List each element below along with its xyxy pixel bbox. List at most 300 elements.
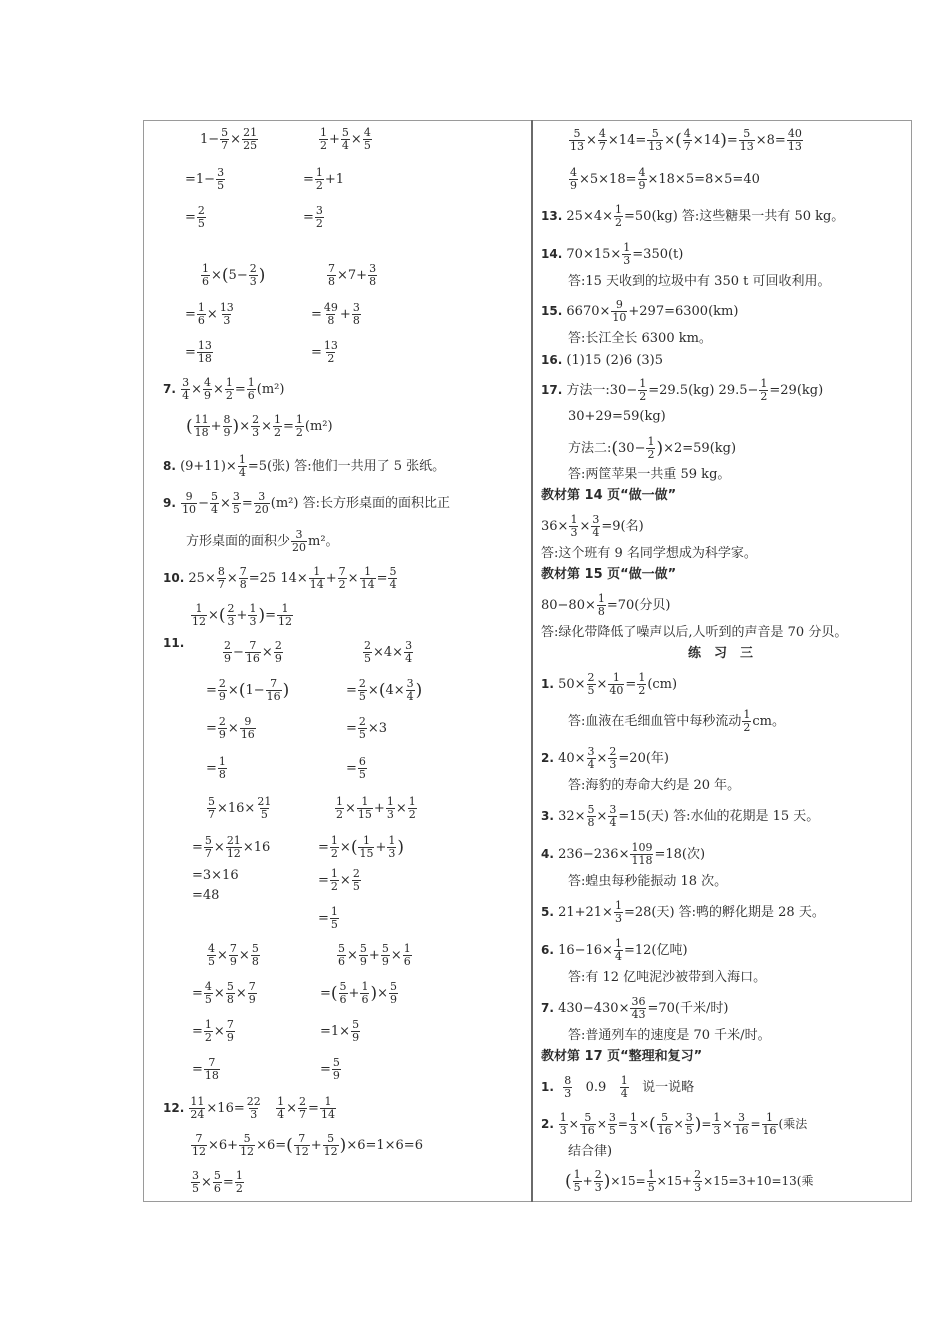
text: = <box>701 1117 712 1131</box>
denominator: 5 <box>358 728 366 741</box>
numerator: 1 <box>597 592 605 605</box>
denominator: 5 <box>364 652 371 665</box>
denominator: 9 <box>638 179 646 192</box>
denominator: 2 <box>408 808 416 821</box>
numerator: 1 <box>615 203 623 216</box>
numerator: 2 <box>218 715 226 728</box>
denominator: 2 <box>295 426 303 439</box>
text: × <box>213 840 225 855</box>
text: =28(天) 答:鸭的孵化期是 28 天。 <box>623 905 825 920</box>
numerator: 1 <box>713 1111 721 1124</box>
question-14 <box>541 242 683 267</box>
denominator: 7 <box>217 578 225 591</box>
fraction <box>620 1075 629 1100</box>
text: 4× <box>385 683 405 698</box>
numerator: 2 <box>364 639 371 652</box>
numerator: 2 <box>274 639 282 652</box>
fraction <box>573 1169 582 1194</box>
text: = <box>308 1101 319 1116</box>
text: 21+21× <box>558 905 613 920</box>
fraction <box>587 804 596 829</box>
text: 80−80× <box>541 598 596 613</box>
numerator: 1 <box>623 241 631 254</box>
denominator: 2 <box>647 448 655 461</box>
paren: ( <box>238 680 246 701</box>
numerator: 2 <box>249 262 257 275</box>
text: ×15= <box>610 1174 646 1188</box>
text: ×16 <box>242 840 271 855</box>
numerator: 2 <box>358 677 366 690</box>
text: ×5×18= <box>579 172 637 187</box>
text: × <box>227 721 239 736</box>
paren: ( <box>218 605 226 626</box>
text: 16−16× <box>558 943 613 958</box>
text: = <box>617 1117 628 1131</box>
numerator: 5 <box>573 127 581 140</box>
text: 说一说略 <box>642 1080 695 1095</box>
fraction <box>638 167 647 192</box>
text: × <box>286 1101 298 1116</box>
denominator: 20 <box>292 541 307 554</box>
text: × <box>395 801 407 816</box>
numerator: 8 <box>223 413 231 426</box>
numerator: 7 <box>298 1132 306 1145</box>
numerator: 4 <box>598 127 606 140</box>
numerator: 5 <box>332 1056 340 1069</box>
text: = <box>318 840 329 855</box>
numerator: 7 <box>229 942 237 955</box>
text: + <box>373 801 385 816</box>
denominator: 5 <box>358 768 366 781</box>
paren: ) <box>694 1114 702 1135</box>
numerator: 5 <box>213 1169 221 1182</box>
denominator: 3 <box>570 526 578 539</box>
text: × <box>191 382 202 397</box>
fraction <box>580 1112 596 1137</box>
text: =1− <box>185 172 216 187</box>
denominator: 5 <box>363 139 371 152</box>
text: + <box>348 986 360 1001</box>
text: × <box>239 419 251 434</box>
numerator: 5 <box>743 127 751 140</box>
text: × <box>673 1117 684 1131</box>
text: 6670× <box>566 304 611 319</box>
denominator: 3 <box>559 1124 567 1137</box>
text: = <box>318 873 329 888</box>
text: (m²) <box>304 419 333 434</box>
denominator: 9 <box>203 389 211 402</box>
denominator: 2 <box>615 216 623 229</box>
denominator: 2 <box>315 217 323 230</box>
fraction <box>630 996 646 1021</box>
numerator: 5 <box>243 1132 251 1145</box>
denominator: 4 <box>182 389 190 402</box>
paren: ) <box>656 438 664 459</box>
answer-text: 答:长江全长 6300 km。 <box>568 331 712 346</box>
text: 方法一:30− <box>566 383 638 398</box>
question-number: 3. <box>541 809 554 823</box>
numerator: 1 <box>235 1169 243 1182</box>
numerator: 1 <box>614 899 622 912</box>
numerator: 1 <box>361 795 369 808</box>
text: +1 <box>324 172 345 187</box>
text: × <box>347 571 359 586</box>
numerator: 3 <box>685 1111 693 1124</box>
denominator: 6 <box>338 955 345 968</box>
denominator: 5 <box>208 955 215 968</box>
text: 70×15× <box>566 247 622 262</box>
paren: ( <box>611 438 619 459</box>
denominator: 2 <box>330 847 338 860</box>
denominator: 3 <box>386 808 394 821</box>
fraction <box>762 1112 778 1137</box>
text: 25× <box>188 571 216 586</box>
numerator: 7 <box>195 1132 203 1145</box>
numerator: 1 <box>320 126 327 139</box>
numerator: 1 <box>330 867 338 880</box>
paren: ( <box>378 680 386 701</box>
denominator: 24 <box>190 1108 205 1121</box>
paren: ( <box>221 265 229 286</box>
text: × <box>261 419 272 434</box>
numerator: 3 <box>258 490 266 503</box>
text: × <box>211 268 222 283</box>
denominator: 3 <box>564 1087 572 1100</box>
text: = <box>265 608 276 623</box>
text: ×6+ <box>208 1138 239 1153</box>
denominator: 4 <box>389 578 397 591</box>
numerator: 4 <box>638 166 646 179</box>
denominator: 7 <box>204 847 212 860</box>
text: × <box>345 801 356 816</box>
numerator: 1 <box>620 1074 628 1087</box>
denominator: 8 <box>352 314 360 327</box>
fraction <box>608 804 617 829</box>
text: × <box>217 948 228 963</box>
numerator: 2 <box>227 602 235 615</box>
text: 236−236× <box>558 847 630 862</box>
text: × <box>206 307 218 322</box>
text: =3×16 <box>192 868 239 883</box>
denominator: 2 <box>274 426 281 439</box>
denominator: 2 <box>204 1031 212 1044</box>
text: 36× <box>541 519 569 534</box>
text: = <box>185 307 196 322</box>
denominator: 3 <box>252 426 260 439</box>
text: × <box>208 608 219 623</box>
fraction <box>742 709 751 734</box>
denominator: 2 <box>330 880 338 893</box>
text: 25×4× <box>566 209 614 224</box>
answer-text: 答:绿化带降低了噪声以后,人听到的声音是 70 分贝。 <box>541 625 848 640</box>
numerator: 1 <box>647 1168 655 1181</box>
numerator: 7 <box>249 639 257 652</box>
numerator: 1 <box>573 1168 581 1181</box>
fraction <box>608 672 624 697</box>
denominator: 4 <box>614 950 622 963</box>
denominator: 9 <box>218 728 226 741</box>
numerator: 2 <box>299 1095 307 1108</box>
text: 40× <box>558 751 586 766</box>
numerator: 13 <box>197 339 212 352</box>
denominator: 5 <box>647 1181 655 1194</box>
denominator: 4 <box>609 816 617 829</box>
text: =29(kg) <box>769 383 824 398</box>
numerator: 3 <box>608 1111 616 1124</box>
denominator: 43 <box>631 1008 646 1021</box>
denominator: 13 <box>648 140 663 153</box>
text: ×3 <box>367 721 388 736</box>
exercise-1 <box>541 672 677 697</box>
text: (cm) <box>647 677 678 692</box>
text: = <box>320 986 331 1001</box>
numerator: 3 <box>217 166 225 179</box>
denominator: 2 <box>327 352 335 365</box>
numerator: 4 <box>683 127 691 140</box>
numerator: 1 <box>315 166 323 179</box>
denominator: 5 <box>608 1124 616 1137</box>
text: ×16= <box>206 1101 245 1116</box>
denominator: 4 <box>587 758 595 771</box>
fraction <box>733 1112 749 1137</box>
text: = <box>185 210 196 225</box>
text: × <box>596 809 608 824</box>
paren: ( <box>186 416 193 437</box>
denominator: 8 <box>597 605 605 618</box>
paren: ) <box>339 1135 347 1156</box>
denominator: 16 <box>580 1124 595 1137</box>
denominator: 2 <box>315 179 323 192</box>
denominator: 3 <box>623 254 631 267</box>
numerator: 5 <box>204 834 212 847</box>
fraction <box>598 128 607 153</box>
denominator: 9 <box>223 426 231 439</box>
text: =50(kg) 答:这些糖果一共有 50 kg。 <box>624 209 845 224</box>
fraction <box>629 1112 638 1137</box>
eq-line <box>541 514 644 539</box>
denominator: 7 <box>208 808 215 821</box>
question-number: 1. <box>541 677 554 691</box>
denominator: 25 <box>243 139 258 152</box>
numerator: 22 <box>246 1095 261 1108</box>
text: × <box>339 840 351 855</box>
text: × <box>579 519 591 534</box>
text: 430−430× <box>558 1001 630 1016</box>
denominator: 13 <box>787 140 802 153</box>
text: = <box>241 496 253 511</box>
denominator: 16 <box>266 690 281 703</box>
text: ×4× <box>373 645 404 660</box>
numerator: 21 <box>226 834 241 847</box>
paren: ) <box>282 680 290 701</box>
denominator: 9 <box>229 955 237 968</box>
text: ×2=59(kg) <box>663 441 737 456</box>
text: × <box>596 1117 607 1131</box>
text: × <box>226 571 238 586</box>
paren: ( <box>350 837 358 858</box>
denominator: 5 <box>232 503 240 516</box>
denominator: 6 <box>339 993 347 1006</box>
text: =350(t) <box>632 247 684 262</box>
denominator: 6 <box>202 275 209 288</box>
text: = <box>234 382 246 397</box>
denominator: 2 <box>235 1182 243 1195</box>
numerator: 11 <box>194 413 209 426</box>
denominator: 5 <box>330 918 338 931</box>
paren: ) <box>415 680 423 701</box>
section-heading: 教材第 15 页“做一做” <box>541 567 677 582</box>
text: × <box>235 986 247 1001</box>
numerator: 7 <box>328 262 335 275</box>
text: (m²) <box>256 382 285 397</box>
denominator: 9 <box>381 955 389 968</box>
fraction <box>647 1169 656 1194</box>
numerator: 5 <box>210 490 218 503</box>
denominator: 6 <box>361 993 369 1006</box>
text: × <box>367 683 379 698</box>
text: + <box>375 840 387 855</box>
denominator: 4 <box>210 503 218 516</box>
question-17 <box>541 378 823 403</box>
numerator: 1 <box>639 377 647 390</box>
denominator: 8 <box>587 816 595 829</box>
text: = <box>206 721 217 736</box>
section-heading: 练 习 三 <box>688 646 754 661</box>
denominator: 5 <box>197 217 205 230</box>
denominator: 6 <box>197 314 205 327</box>
numerator: 4 <box>204 980 212 993</box>
denominator: 4 <box>620 1087 628 1100</box>
text: = <box>318 911 329 926</box>
denominator: 2 <box>320 139 327 152</box>
denominator: 6 <box>213 1182 221 1195</box>
question-number: 7. <box>541 1001 554 1015</box>
fraction <box>693 1169 702 1194</box>
numerator: 7 <box>208 1056 216 1069</box>
text: × <box>377 986 388 1001</box>
denominator: 10 <box>182 503 197 516</box>
numerator: 1 <box>197 301 205 314</box>
denominator: 9 <box>352 1031 360 1044</box>
text: = <box>750 1117 761 1131</box>
text: 0.9 <box>585 1080 607 1095</box>
question-number: 14. <box>541 247 563 261</box>
exercise-6 <box>541 938 688 963</box>
text: × <box>230 132 242 147</box>
text: 答:血液在毛细血管中每秒流动 <box>568 714 742 729</box>
fraction <box>569 514 578 539</box>
text: = <box>192 840 203 855</box>
denominator: 13 <box>570 140 584 153</box>
numerator: 49 <box>323 301 338 314</box>
denominator: 6 <box>403 955 411 968</box>
fraction <box>614 204 623 229</box>
denominator: 8 <box>226 993 234 1006</box>
paren: ) <box>258 605 266 626</box>
fraction <box>614 900 623 925</box>
denominator: 6 <box>247 389 255 402</box>
question-number: 6. <box>541 943 554 957</box>
denominator: 2 <box>336 808 343 821</box>
fraction <box>638 378 647 403</box>
eq-line <box>541 593 670 618</box>
numerator: 3 <box>352 301 360 314</box>
answer-text: 答:海豹的寿命大约是 20 年。 <box>568 778 741 793</box>
text: =70(分贝) <box>606 598 671 613</box>
numerator: 9 <box>244 715 252 728</box>
paren: ( <box>286 1135 293 1156</box>
text: ×14 <box>692 133 721 148</box>
section-heading: 教材第 14 页“做一做” <box>541 488 677 503</box>
denominator: 3 <box>713 1124 721 1137</box>
fraction <box>646 436 655 461</box>
denominator: 16 <box>657 1124 672 1137</box>
text: =70(千米/时) <box>647 1001 729 1016</box>
text: ×16× <box>217 801 256 816</box>
numerator: 4 <box>208 942 215 955</box>
text: +297=6300(km) <box>628 304 739 319</box>
text: ×15=3+10=13(乘 <box>703 1174 814 1188</box>
text: × <box>596 751 608 766</box>
numerator: 8 <box>564 1074 572 1087</box>
answer-text: 答:蝗虫每秒能振动 18 次。 <box>568 874 728 889</box>
text: ×8= <box>755 133 786 148</box>
text: 50× <box>558 677 586 692</box>
fraction <box>739 128 755 153</box>
answer-text: 答:有 12 亿吨泥沙被带到入海口。 <box>568 970 767 985</box>
numerator: 1 <box>313 565 321 578</box>
question-number: 9. <box>163 496 176 510</box>
text: × <box>350 132 362 147</box>
numerator: 1 <box>336 795 343 808</box>
fraction <box>569 167 578 192</box>
text: + <box>325 571 337 586</box>
numerator: 3 <box>182 376 190 389</box>
text: = <box>376 571 388 586</box>
numerator: 6 <box>358 755 366 768</box>
denominator: 12 <box>294 1145 309 1158</box>
numerator: 7 <box>270 677 278 690</box>
exercise-5 <box>541 900 825 925</box>
text: (1)15 (2)6 (3)5 <box>566 353 663 368</box>
denominator: 3 <box>227 615 235 628</box>
fraction <box>587 746 596 771</box>
numerator: 3 <box>406 677 414 690</box>
text: ×18×5=8×5=40 <box>647 172 760 187</box>
denominator: 2 <box>760 390 768 403</box>
denominator: 18 <box>194 426 209 439</box>
paren: ( <box>330 983 338 1004</box>
denominator: 3 <box>614 912 622 925</box>
question-15 <box>541 299 738 324</box>
numerator: 1 <box>766 1111 774 1124</box>
denominator: 14 <box>309 578 324 591</box>
text: × <box>390 948 402 963</box>
text: = <box>311 307 322 322</box>
numerator: 13 <box>219 301 234 314</box>
numerator: 1 <box>760 377 768 390</box>
text: = <box>346 721 357 736</box>
numerator: 5 <box>587 803 595 816</box>
denominator: 40 <box>609 684 624 697</box>
numerator: 2 <box>224 639 231 652</box>
numerator: 4 <box>363 126 371 139</box>
denominator: 2 <box>743 721 751 734</box>
numerator: 5 <box>221 126 229 139</box>
numerator: 7 <box>338 565 346 578</box>
text: + <box>339 307 351 322</box>
denominator: 3 <box>249 615 257 628</box>
